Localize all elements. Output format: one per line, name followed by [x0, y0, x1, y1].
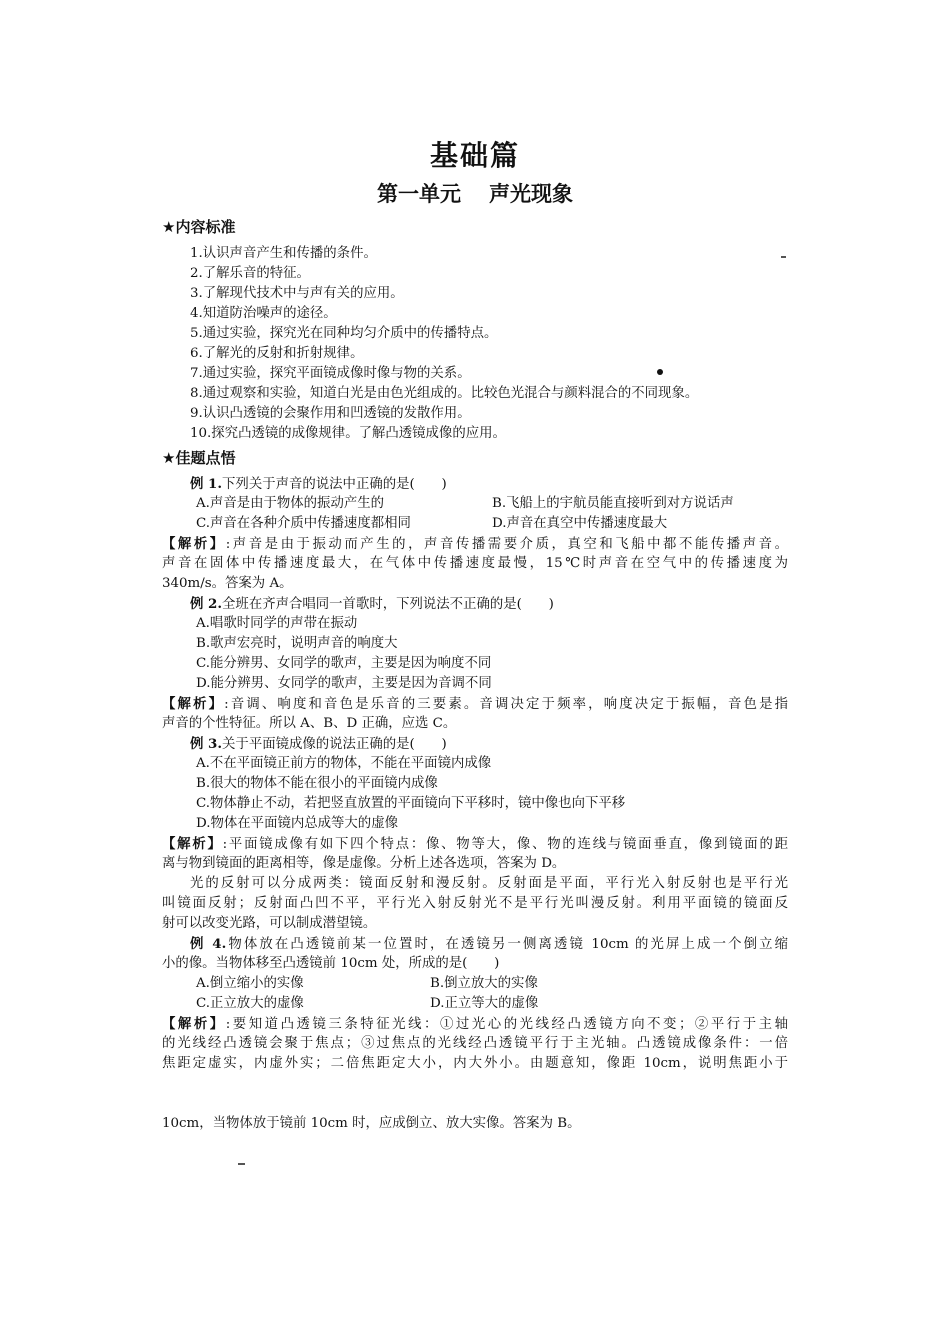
example-question: 小的像。当物体移至凸透镜前 10cm 处，所成的是( ) [162, 956, 500, 971]
example-question: 例 4.物体放在凸透镜前某一位置时，在透镜另一侧离透镜 10cm 的光屏上成一个倒立缩 [190, 936, 788, 952]
standard-item: 8.通过观察和实验，知道白光是由色光组成的。比较色光混合与颜料混合的不同现象。 [190, 386, 699, 401]
option: B.飞船上的宇航员能直接听到对方说话声 [492, 496, 734, 511]
analysis-text: 焦距定虚实，内虚外实；二倍焦距定大小，内大外小。由题意知，像距 10cm，说明焦距小于 [162, 1056, 788, 1071]
option: D.声音在真空中传播速度最大 [492, 516, 668, 531]
analysis-text: 【解析】:要知道凸透镜三条特征光线：①过光心的光线经凸透镜方向不变；②平行于主轴 [162, 1016, 789, 1032]
paragraph-text: 叫镜面反射；反射面凸凹不平，平行光入射反射光不是平行光叫漫反射。利用平面镜的镜面反 [162, 896, 788, 911]
standard-item: 4.知道防治噪声的途径。 [190, 306, 337, 321]
option: A.声音是由于物体的振动产生的 [196, 496, 385, 511]
paragraph-text: 光的反射可以分成两类：镜面反射和漫反射。反射面是平面，平行光入射反射也是平行光 [190, 876, 788, 891]
unit-topic: 声光现象 [489, 182, 573, 206]
scan-speck [781, 256, 786, 258]
standard-item: 2.了解乐音的特征。 [190, 266, 310, 281]
analysis-text: 声音在固体中传播速度最大，在气体中传播速度最慢，15℃时声音在空气中的传播速度为 [162, 556, 788, 571]
option: D.能分辨男、女同学的歌声，主要是因为音调不同 [196, 676, 492, 691]
example-question: 例 2.全班在齐声合唱同一首歌时，下列说法不正确的是( ) [190, 596, 554, 612]
option: B.歌声宏亮时，说明声音的响度大 [196, 636, 398, 651]
option: D.正立等大的虚像 [430, 996, 539, 1011]
standard-item: 3.了解现代技术中与声有关的应用。 [190, 286, 404, 301]
analysis-text: 【解析】:平面镜成像有如下四个特点：像、物等大，像、物的连线与镜面垂直，像到镜面的距 [162, 836, 789, 852]
option: B.很大的物体不能在很小的平面镜内成像 [196, 776, 438, 791]
option-row [162, 494, 788, 514]
option: C.物体静止不动，若把竖直放置的平面镜向下平移时，镜中像也向下平移 [196, 796, 626, 811]
section-heading-examples: ★佳题点悟 [162, 449, 236, 467]
analysis-text: 【解析】:声音是由于振动而产生的，声音传播需要介质，真空和飞船中都不能传播声音。 [162, 536, 789, 552]
standard-item: 6.了解光的反射和折射规律。 [190, 346, 364, 361]
standard-item: 9.认识凸透镜的会聚作用和凹透镜的发散作用。 [190, 406, 471, 421]
option: C.能分辨男、女同学的歌声，主要是因为响度不同 [196, 656, 492, 671]
analysis-text: 340m/s。答案为 A。 [162, 576, 293, 591]
section-heading-standards: ★内容标准 [162, 218, 236, 236]
example-question: 例 3.关于平面镜成像的说法正确的是( ) [190, 736, 447, 752]
analysis-text: 离与物到镜面的距离相等，像是虚像。分析上述各选项，答案为 D。 [162, 856, 566, 871]
analysis-text: 声音的个性特征。所以 A、B、D 正确，应选 C。 [162, 716, 457, 731]
example-question: 例 1.下列关于声音的说法中正确的是( ) [190, 476, 447, 492]
page-title: 基础篇 [429, 139, 520, 172]
examples-body [162, 474, 788, 1074]
option-row [162, 974, 788, 994]
option: C.声音在各种介质中传播速度都相同 [196, 516, 411, 531]
option: A.唱歌时同学的声带在振动 [196, 616, 358, 631]
unit-title [0, 178, 950, 208]
paragraph-text: 射可以改变光路，可以制成潜望镜。 [162, 916, 377, 931]
analysis-text: 的光线经凸透镜会聚于焦点；③过焦点的光线经凸透镜平行于主光轴。凸透镜成像条件：一倍 [162, 1036, 788, 1051]
option: A.不在平面镜正前方的物体，不能在平面镜内成像 [196, 756, 492, 771]
option: C.正立放大的虚像 [196, 996, 304, 1011]
continued-text [162, 1114, 788, 1134]
standard-item: 1.认识声音产生和传播的条件。 [190, 246, 377, 261]
unit-number: 第一单元 [377, 182, 461, 206]
standards-list [162, 244, 788, 444]
option: D.物体在平面镜内总成等大的虚像 [196, 816, 398, 831]
option-row [162, 514, 788, 534]
scan-speck [238, 1163, 245, 1165]
standard-item: 10.探究凸透镜的成像规律。了解凸透镜成像的应用。 [190, 426, 506, 441]
analysis-text: 10cm，当物体放于镜前 10cm 时，应成倒立、放大实像。答案为 B。 [162, 1116, 581, 1131]
option-row [162, 994, 788, 1014]
scan-speck [657, 369, 663, 375]
option: A.倒立缩小的实像 [196, 976, 304, 991]
analysis-text: 【解析】:音调、响度和音色是乐音的三要素。音调决定于频率，响度决定于振幅，音色是指 [162, 696, 789, 712]
standard-item: 7.通过实验，探究平面镜成像时像与物的关系。 [190, 366, 471, 381]
option: B.倒立放大的实像 [430, 976, 538, 991]
standard-item: 5.通过实验，探究光在同种均匀介质中的传播特点。 [190, 326, 498, 341]
